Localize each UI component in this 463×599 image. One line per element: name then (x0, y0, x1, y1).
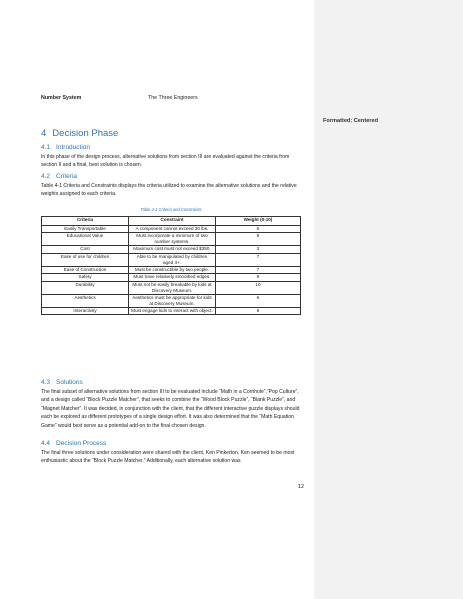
weight-cell: 6 (215, 225, 300, 232)
table-caption: Table 4-1 Criteria and Constraints (140, 207, 202, 212)
criteria-title: Criteria (56, 173, 77, 180)
solutions-paragraph: The final subset of alternative solutions from section III to be evaluated include “Math in a Cornhole”,“Pop Culture”, and a design called “Block Puzzle Matcher”, that seeks to combine the “Wood Block Puzzle”, “Blank Puzzle”, and “Magnet Matcher”. It was decided, in conjunction with the client, that the different interactive puzzle displays should each be explored as different prototypes of a single design effort. It was also determined that the “Math Equation Game” would best serve as a potential add-on to the final chosen design. (41, 389, 300, 429)
intro-paragraph: In this phase of the design process, alternative solutions from section III are evaluated against the criteria from section II and a final, best solution is chosen. (41, 154, 290, 169)
process-heading (41, 440, 106, 447)
constraint-cell: Must not be easily breakable by kids at Discovery Museum. (129, 281, 216, 294)
criteria-cell: Safety (42, 274, 129, 281)
weight-cell: 7 (215, 266, 300, 273)
constraint-cell: Must have relatively smoothed edges. (129, 274, 216, 281)
criteria-cell: Educational Value (42, 232, 129, 245)
table-row (42, 225, 301, 232)
column-header-constraint: Constraint (129, 217, 216, 226)
solutions-heading (41, 379, 83, 386)
section-heading (41, 128, 118, 139)
criteria-cell: Ease of use for children (42, 253, 129, 266)
process-title: Decision Process (56, 440, 107, 447)
weight-cell: 8 (215, 232, 300, 245)
table-row (42, 294, 301, 307)
section-number: 4 (41, 128, 47, 139)
column-header-criteria: Criteria (42, 217, 129, 226)
solutions-number: 4.3 (41, 379, 51, 386)
constraint-cell: Must engage kids to interact with object. (129, 307, 216, 314)
criteria-cell: Durability (42, 281, 129, 294)
header-left: Number System (41, 95, 82, 101)
criteria-cell: Easily Transportable (42, 225, 129, 232)
table-header-row (42, 217, 301, 226)
table-row (42, 281, 301, 294)
header-right: The Three Engineers (148, 95, 198, 101)
criteria-cell: Ease of Construction (42, 266, 129, 273)
constraint-cell: Must incorporate a minimum of two number systems. (129, 232, 216, 245)
constraint-cell: Aesthetics must be appropriate for kids at Discovery Museum. (129, 294, 216, 307)
criteria-cell: Interactivity (42, 307, 129, 314)
constraint-cell: Maximum cost must not exceed $350. (129, 246, 216, 253)
table-row (42, 266, 301, 273)
criteria-table (41, 216, 301, 315)
constraint-cell: Able to be manipulated by children aged 4+. (129, 253, 216, 266)
weight-cell: 10 (215, 281, 300, 294)
table-row (42, 246, 301, 253)
constraint-cell: Must be constructible by two people. (129, 266, 216, 273)
table-row (42, 232, 301, 245)
table-row (42, 253, 301, 266)
intro-heading (41, 144, 90, 151)
weight-cell: 3 (215, 246, 300, 253)
comment-margin-pane (314, 0, 463, 599)
criteria-number: 4.2 (41, 173, 51, 180)
criteria-cell: Cost (42, 246, 129, 253)
table-row (42, 307, 301, 314)
intro-number: 4.1 (41, 144, 51, 151)
weight-cell: 9 (215, 274, 300, 281)
process-paragraph: The final three solutions under consideration were shared with the client, Ken Pinkerton. Ken seemed to be most enthusiastic about the “Block Puzzle Matcher.” Additionally, each alternative solution was (41, 450, 295, 465)
criteria-cell: Aesthetics (42, 294, 129, 307)
constraint-cell: A component cannot exceed 30 lbs. (129, 225, 216, 232)
section-title: Decision Phase (52, 128, 119, 139)
criteria-paragraph: Table 4-1 Criteria and Constraints displays the criteria utilized to examine the alternative solutions and the relative weights assigned to each criteria. (41, 183, 297, 198)
weight-cell: 6 (215, 294, 300, 307)
formatting-balloon[interactable]: Formatted: Centered (323, 118, 379, 124)
page-number: 12 (298, 484, 304, 490)
criteria-heading (41, 173, 77, 180)
weight-cell: 7 (215, 253, 300, 266)
intro-title: Introduction (56, 144, 91, 151)
process-number: 4.4 (41, 440, 51, 447)
weight-cell: 8 (215, 307, 300, 314)
solutions-title: Solutions (56, 379, 83, 386)
column-header-weight: Weight (0-10) (215, 217, 300, 226)
table-row (42, 274, 301, 281)
